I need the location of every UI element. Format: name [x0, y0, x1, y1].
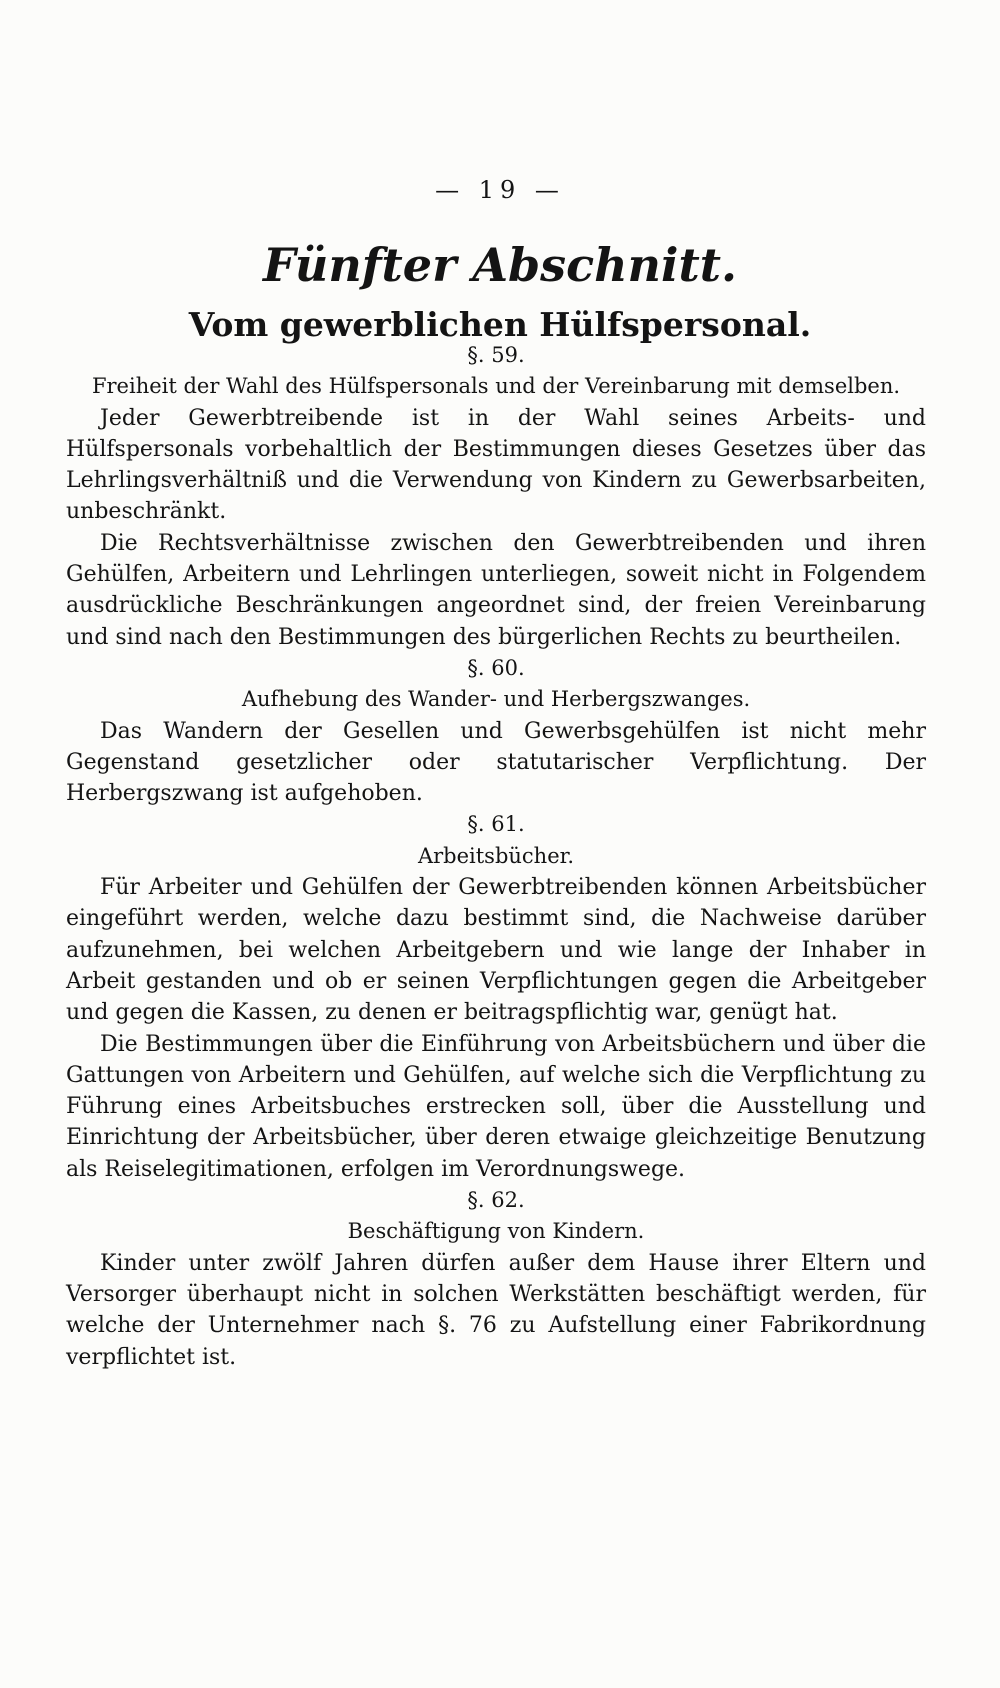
- paragraph-body: Jeder Gewerbtreibende ist in der Wahl seines Arbeits- und Hülfspersonals vorbehaltlich der Bestimmungen dieses Gesetzes über das Lehrlingsverhältniß und die Verwendung von Kindern zu Gewerbsarbeiten, unbeschränkt.: [66, 405, 926, 525]
- paragraph-number: §. 61.: [467, 812, 525, 837]
- section-heading: Fünfter Abschnitt.: [263, 238, 737, 292]
- page-number: — 19 —: [435, 176, 565, 204]
- paragraph-body: Das Wandern der Gesellen und Gewerbsgehülfen ist nicht mehr Gegenstand gesetzlicher oder statutarischer Verpflichtung. Der Herbergszwang ist aufgehoben.: [66, 718, 926, 807]
- paragraph-number: §. 62.: [467, 1188, 525, 1213]
- paragraph-body: Die Rechtsverhältnisse zwischen den Gewerbtreibenden und ihren Gehülfen, Arbeitern und Lehrlingen unterliegen, soweit nicht in Folgendem ausdrückliche Beschränkungen angeordnet sind, der freien Vereinbarung und sind nach den Bestimmungen des bürgerlichen Rechts zu beurtheilen.: [66, 530, 926, 650]
- section-subheading: Vom gewerblichen Hülfspersonal.: [188, 305, 812, 344]
- body-text: [66, 340, 926, 1373]
- paragraph-body: Für Arbeiter und Gehülfen der Gewerbtreibenden können Arbeitsbücher eingeführt werden, welche dazu bestimmt sind, die Nachweise darüber aufzunehmen, bei welchen Arbeitgebern und wie lange der Inhaber in Arbeit gestanden und ob er seinen Verpflichtungen gegen die Arbeitgeber und gegen die Kassen, zu denen er beitragspflichtig war, genügt hat.: [66, 875, 926, 1026]
- paragraph-title: Freiheit der Wahl des Hülfspersonals und der Vereinbarung mit demselben.: [91, 374, 901, 399]
- paragraph-title: Aufhebung des Wander- und Herbergszwanges.: [241, 687, 751, 712]
- paragraph-body: Kinder unter zwölf Jahren dürfen außer dem Hause ihrer Eltern und Versorger überhaupt nicht in solchen Werkstätten beschäftigt werden, für welche der Unternehmer nach §. 76 zu Aufstellung einer Fabrikordnung verpflichtet ist.: [66, 1250, 926, 1370]
- paragraph-title: Arbeitsbücher.: [417, 843, 575, 868]
- paragraph-number: §. 60.: [467, 655, 525, 680]
- paragraph-title: Beschäftigung von Kindern.: [347, 1219, 645, 1244]
- paragraph-body: Die Bestimmungen über die Einführung von Arbeitsbüchern und über die Gattungen von Arbeitern und Gehülfen, auf welche sich die Verpflichtung zu Führung eines Arbeitsbuches erstrecken soll, über die Ausstellung und Einrichtung der Arbeitsbücher, über deren etwaige gleichzeitige Benutzung als Reiselegitimationen, erfolgen im Verordnungswege.: [66, 1031, 926, 1182]
- paragraph-number: §. 59.: [467, 343, 525, 367]
